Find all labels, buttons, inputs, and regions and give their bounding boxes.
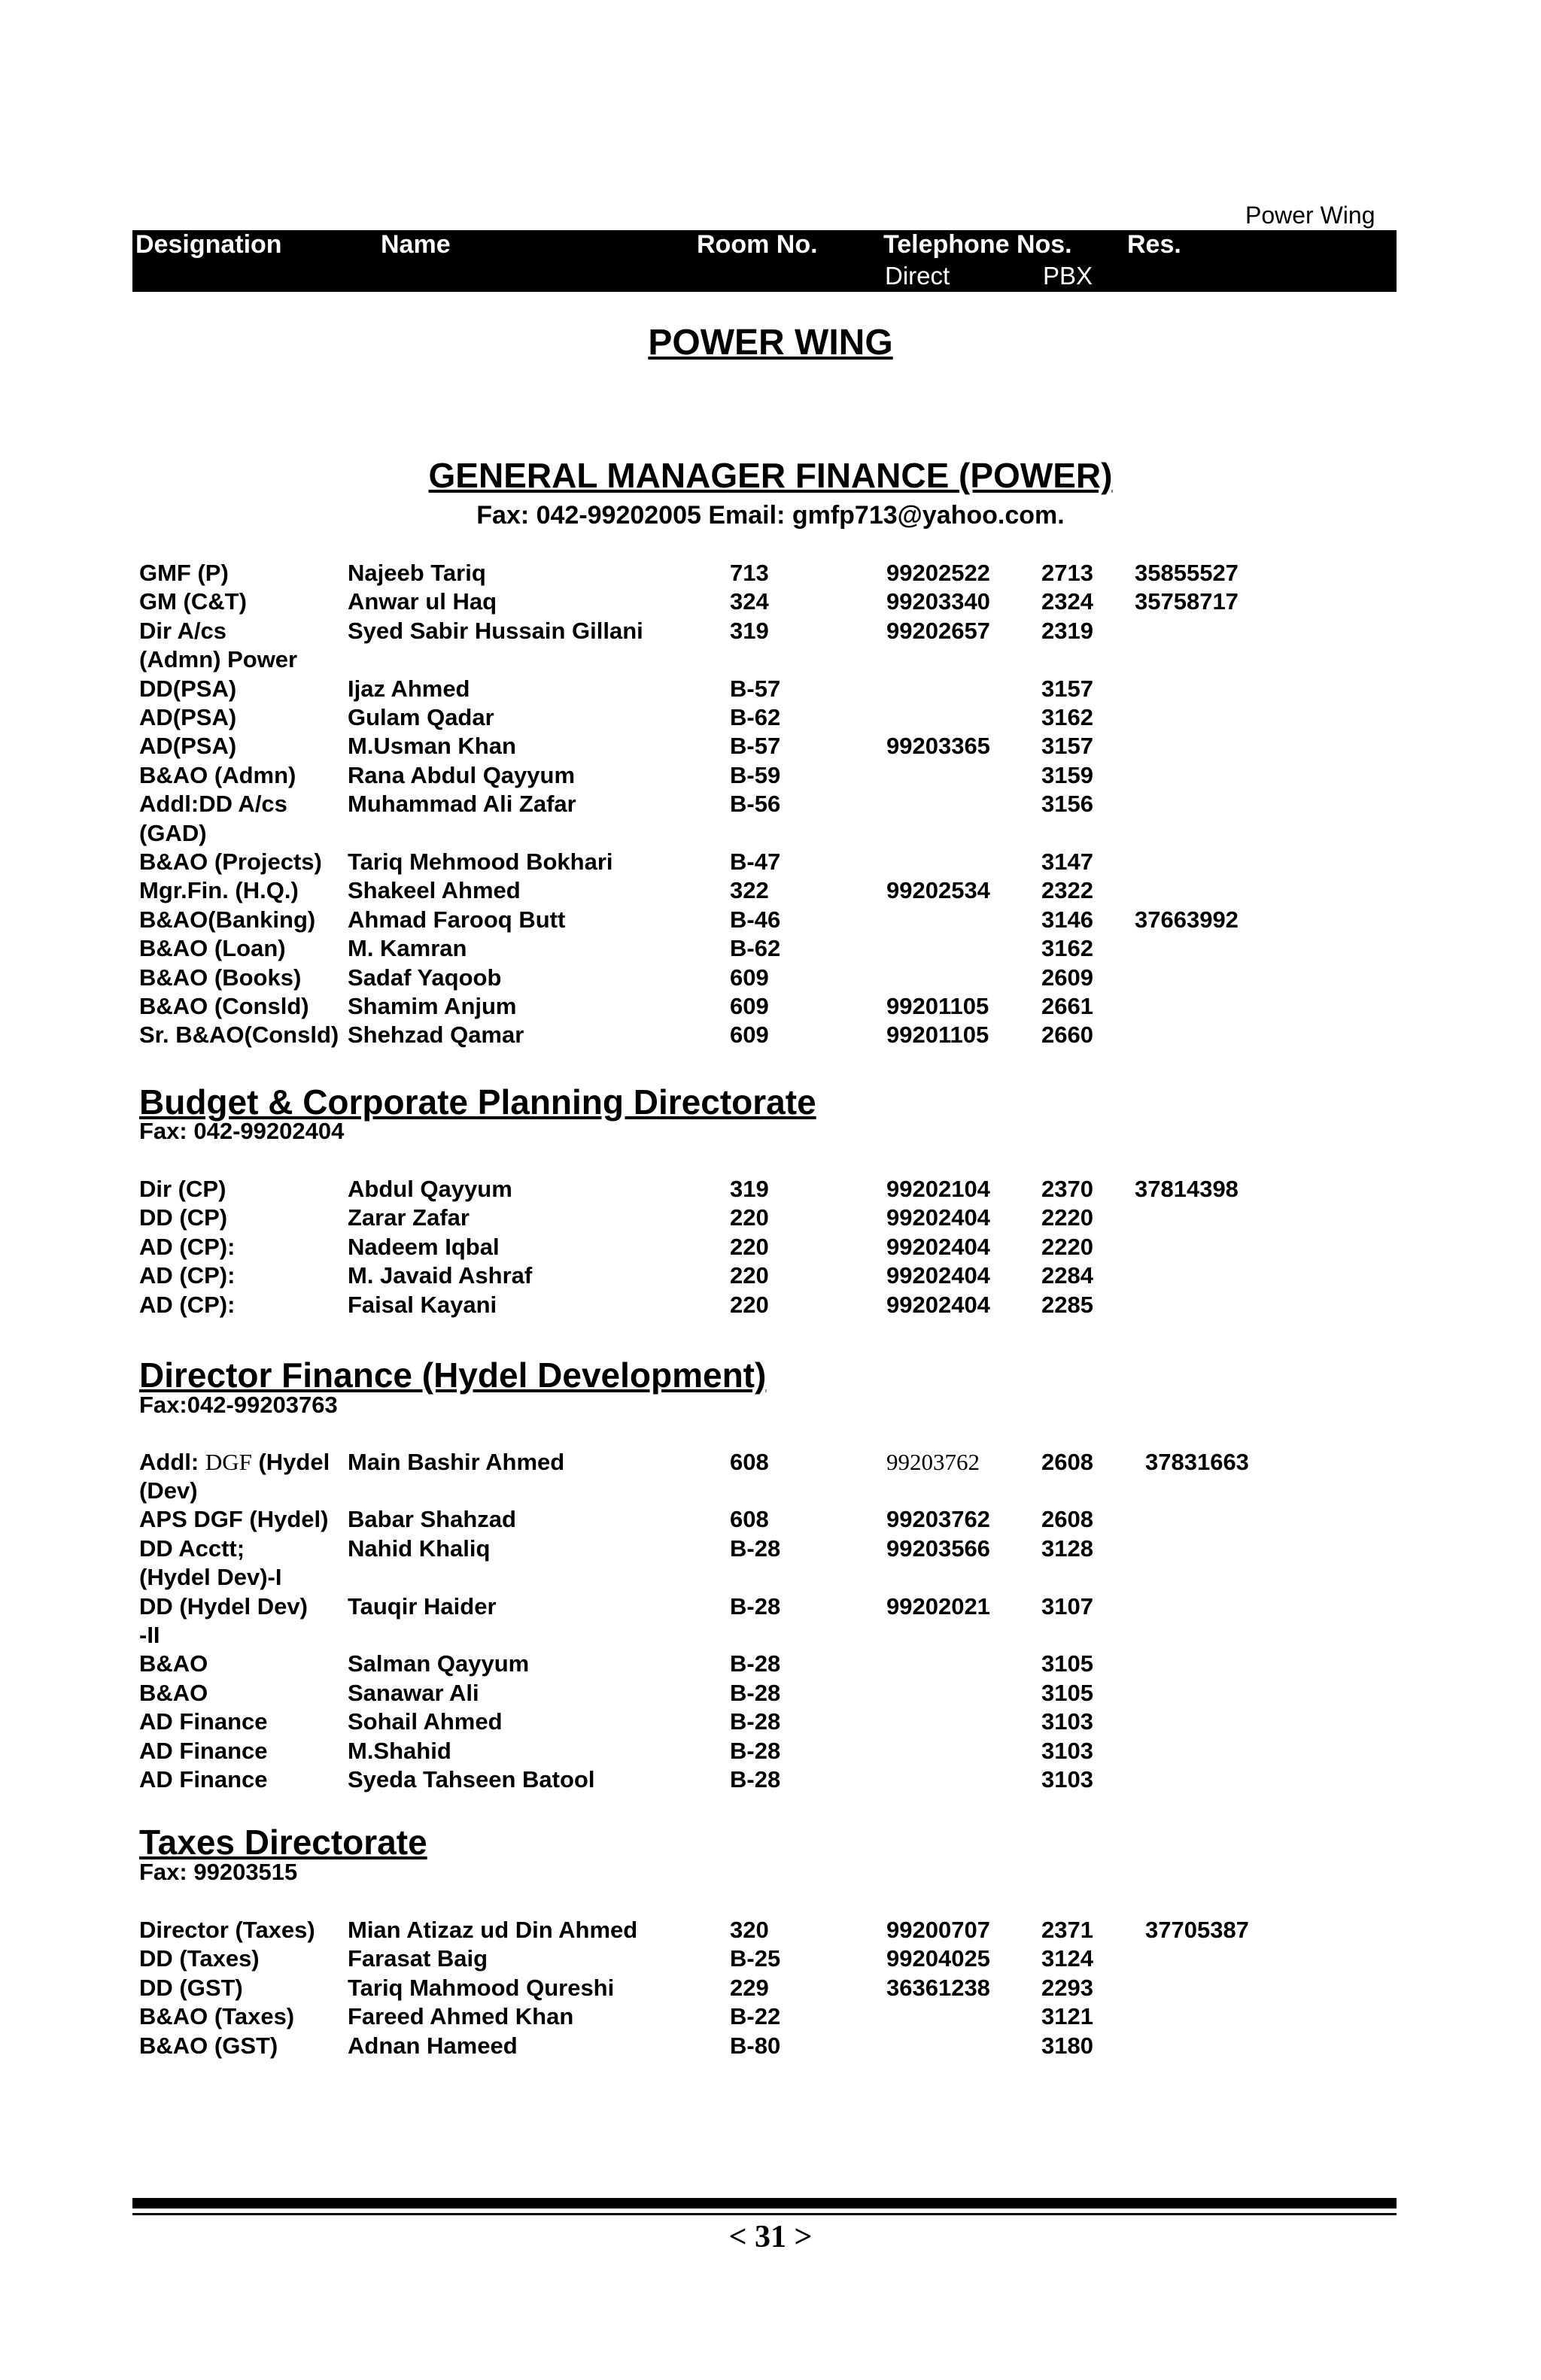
row-room: 220	[730, 1262, 769, 1289]
header-room: Room No.	[697, 230, 818, 259]
row-designation: Sr. B&AO(Consld)	[139, 1022, 339, 1049]
table-row	[0, 1505, 1541, 1534]
row-pbx: 2370	[1041, 1176, 1093, 1202]
row-direct: 99202534	[886, 877, 990, 904]
row-pbx: 3157	[1041, 733, 1093, 760]
table-row	[0, 1448, 1541, 1477]
row-designation: Mgr.Fin. (H.Q.)	[139, 877, 299, 904]
row-pbx: 3162	[1041, 704, 1093, 730]
row-pbx: 2660	[1041, 1022, 1093, 1049]
table-row	[0, 1708, 1541, 1736]
row-designation: (Dev)	[139, 1477, 198, 1504]
row-pbx: 3147	[1041, 848, 1093, 875]
row-designation: AD (CP):	[139, 1233, 236, 1260]
table-row	[0, 1974, 1541, 2002]
row-res: 37705387	[1145, 1917, 1249, 1943]
table-row	[0, 2032, 1541, 2060]
table-row	[0, 617, 1541, 645]
budget-section-title: Budget & Corporate Planning Directorate	[139, 1082, 816, 1122]
row-room: 220	[730, 1291, 769, 1318]
header-telephone: Telephone Nos.	[883, 230, 1072, 259]
hydel-section-fax: Fax:042-99203763	[139, 1392, 338, 1418]
row-name: Gulam Qadar	[348, 704, 494, 730]
row-room: B-28	[730, 1679, 781, 1706]
table-row	[0, 1679, 1541, 1708]
row-room: B-47	[730, 848, 781, 875]
row-room: 229	[730, 1974, 769, 2001]
row-room: B-28	[730, 1708, 781, 1735]
row-pbx: 3146	[1041, 906, 1093, 933]
row-name: Rana Abdul Qayyum	[348, 761, 576, 788]
row-name: Anwar ul Haq	[348, 588, 497, 615]
row-name: Salman Qayyum	[348, 1650, 530, 1677]
row-direct: 99204025	[886, 1945, 990, 1972]
row-name: Main Bashir Ahmed	[348, 1449, 565, 1475]
row-pbx: 3124	[1041, 1945, 1093, 1972]
table-row	[0, 1175, 1541, 1204]
row-room: B-62	[730, 704, 781, 730]
row-designation: B&AO (Consld)	[139, 993, 309, 1019]
row-designation: B&AO (Projects)	[139, 848, 322, 875]
row-res: 35758717	[1135, 588, 1239, 615]
row-name: M.Shahid	[348, 1737, 451, 1764]
row-room: 319	[730, 1176, 769, 1202]
row-room: B-28	[730, 1737, 781, 1764]
table-row	[0, 934, 1541, 963]
taxes-section-fax: Fax: 99203515	[139, 1859, 298, 1885]
row-designation: DD(PSA)	[139, 675, 237, 702]
row-name: Nadeem Iqbal	[348, 1233, 500, 1260]
table-row	[0, 1204, 1541, 1232]
header-pbx: PBX	[1043, 262, 1093, 290]
row-designation: B&AO (Taxes)	[139, 2003, 295, 2030]
row-name: Syeda Tahseen Batool	[348, 1766, 595, 1793]
row-room: B-46	[730, 906, 781, 933]
row-room: B-28	[730, 1535, 781, 1562]
table-row	[0, 992, 1541, 1021]
row-room: B-80	[730, 2032, 781, 2059]
table-row	[0, 1621, 1541, 1650]
table-row	[0, 1261, 1541, 1290]
row-name: Adnan Hameed	[348, 2032, 518, 2059]
table-row	[0, 1592, 1541, 1621]
row-pbx: 2661	[1041, 993, 1093, 1019]
row-pbx: 2220	[1041, 1233, 1093, 1260]
row-direct: 99203762	[886, 1506, 990, 1533]
budget-section-fax: Fax: 042-99202404	[139, 1118, 345, 1144]
row-room: 713	[730, 560, 769, 586]
row-room: B-25	[730, 1945, 781, 1972]
row-designation: GMF (P)	[139, 560, 229, 586]
row-room: B-22	[730, 2003, 781, 2030]
running-header: Power Wing	[1245, 202, 1375, 229]
row-name: Muhammad Ali Zafar	[348, 791, 576, 818]
row-designation: Dir A/cs	[139, 617, 227, 644]
table-row	[0, 1737, 1541, 1765]
table-row	[0, 2002, 1541, 2031]
row-name: Tauqir Haider	[348, 1592, 497, 1620]
footer-rule-thick	[132, 2198, 1397, 2208]
row-pbx: 2285	[1041, 1291, 1093, 1318]
row-designation: APS DGF (Hydel)	[139, 1506, 329, 1533]
row-room: 322	[730, 877, 769, 904]
table-row	[0, 848, 1541, 876]
row-direct: 99202404	[886, 1262, 990, 1289]
row-name: M. Kamran	[348, 935, 467, 962]
table-row	[0, 1233, 1541, 1261]
row-room: 609	[730, 1022, 769, 1049]
row-room: 320	[730, 1917, 769, 1943]
row-name: Nahid Khaliq	[348, 1535, 491, 1562]
row-name: Sadaf Yaqoob	[348, 964, 502, 991]
row-direct: 99202404	[886, 1204, 990, 1231]
header-direct: Direct	[885, 262, 950, 290]
row-pbx: 3157	[1041, 675, 1093, 702]
row-direct: 99202021	[886, 1592, 990, 1620]
row-direct: 99203340	[886, 588, 990, 615]
row-res: 35855527	[1135, 560, 1239, 586]
row-pbx: 3105	[1041, 1679, 1093, 1706]
row-name: Tariq Mehmood Bokhari	[348, 848, 613, 875]
row-designation: AD (CP):	[139, 1291, 236, 1318]
table-row	[0, 790, 1541, 818]
gm-section-fax: Fax: 042-99202005 Email: gmfp713@yahoo.com.	[476, 501, 1065, 530]
header-res: Res.	[1127, 230, 1181, 259]
table-row	[0, 1563, 1541, 1592]
row-pbx: 3103	[1041, 1766, 1093, 1793]
row-name: Mian Atizaz ud Din Ahmed	[348, 1917, 638, 1943]
row-name: Shamim Anjum	[348, 993, 517, 1019]
row-direct: 99201105	[886, 1022, 989, 1049]
row-designation: (Admn) Power	[139, 646, 298, 673]
row-res: 37814398	[1135, 1176, 1239, 1202]
row-name: Faisal Kayani	[348, 1291, 497, 1318]
page-title: POWER WING	[648, 323, 893, 363]
row-designation: (Hydel Dev)-I	[139, 1564, 282, 1591]
row-direct: 99203365	[886, 733, 990, 760]
table-row	[0, 1944, 1541, 1973]
row-pbx: 3107	[1041, 1592, 1093, 1620]
column-header-bar	[132, 230, 1397, 292]
table-row	[0, 964, 1541, 992]
table-row	[0, 732, 1541, 760]
row-room: 609	[730, 964, 769, 991]
row-name: Shehzad Qamar	[348, 1022, 524, 1049]
row-pbx: 3103	[1041, 1708, 1093, 1735]
row-name: Najeeb Tariq	[348, 560, 486, 586]
row-pbx: 2608	[1041, 1449, 1093, 1475]
row-name: Zarar Zafar	[348, 1204, 470, 1231]
table-row	[0, 906, 1541, 934]
row-res: 37663992	[1135, 906, 1239, 933]
row-designation: Addl: DGF (Hydel	[139, 1449, 330, 1475]
row-name: Ijaz Ahmed	[348, 675, 470, 702]
table-row	[0, 761, 1541, 790]
row-name: Fareed Ahmed Khan	[348, 2003, 574, 2030]
row-designation: AD(PSA)	[139, 733, 237, 760]
row-room: B-56	[730, 791, 781, 818]
footer-rule-thin	[132, 2213, 1397, 2215]
row-designation: DD (Taxes)	[139, 1945, 260, 1972]
row-designation: B&AO (Loan)	[139, 935, 286, 962]
row-name: Shakeel Ahmed	[348, 877, 521, 904]
row-designation: DD (GST)	[139, 1974, 243, 2001]
header-designation: Designation	[135, 230, 282, 259]
row-designation: AD(PSA)	[139, 704, 237, 730]
row-direct: 99202657	[886, 617, 990, 644]
row-designation: GM (C&T)	[139, 588, 247, 615]
row-pbx: 3103	[1041, 1737, 1093, 1764]
table-row	[0, 587, 1541, 616]
row-designation: B&AO	[139, 1679, 208, 1706]
row-designation: AD Finance	[139, 1708, 268, 1735]
row-designation: -II	[139, 1622, 160, 1648]
row-room: 324	[730, 588, 769, 615]
row-room: B-28	[730, 1592, 781, 1620]
row-pbx: 2324	[1041, 588, 1093, 615]
row-direct: 99203762	[886, 1449, 980, 1475]
row-room: 220	[730, 1233, 769, 1260]
table-row	[0, 819, 1541, 848]
table-row	[0, 1650, 1541, 1678]
row-room: 608	[730, 1449, 769, 1475]
row-pbx: 2293	[1041, 1974, 1093, 2001]
row-name: Sohail Ahmed	[348, 1708, 503, 1735]
row-name: Ahmad Farooq Butt	[348, 906, 566, 933]
row-name: M.Usman Khan	[348, 733, 516, 760]
row-room: B-28	[730, 1650, 781, 1677]
row-direct: 99202104	[886, 1176, 990, 1202]
row-pbx: 3162	[1041, 935, 1093, 962]
row-direct: 99203566	[886, 1535, 990, 1562]
table-row	[0, 1291, 1541, 1319]
table-row	[0, 1477, 1541, 1505]
row-direct: 36361238	[886, 1974, 990, 2001]
row-room: B-28	[730, 1766, 781, 1793]
row-room: 608	[730, 1506, 769, 1533]
row-designation: DD (Hydel Dev)	[139, 1592, 308, 1620]
row-direct: 99202404	[886, 1291, 990, 1318]
taxes-section-title: Taxes Directorate	[139, 1823, 427, 1862]
row-pbx: 2608	[1041, 1506, 1093, 1533]
table-row	[0, 559, 1541, 587]
table-row	[0, 876, 1541, 905]
row-designation: Director (Taxes)	[139, 1917, 315, 1943]
row-name: Babar Shahzad	[348, 1506, 516, 1533]
page-number: < 31 >	[728, 2220, 813, 2254]
row-res: 37831663	[1145, 1449, 1249, 1475]
row-designation: B&AO (Books)	[139, 964, 302, 991]
row-pbx: 2319	[1041, 617, 1093, 644]
table-row	[0, 1765, 1541, 1794]
row-pbx: 3159	[1041, 761, 1093, 788]
row-room: B-59	[730, 761, 781, 788]
row-pbx: 2322	[1041, 877, 1093, 904]
row-designation: B&AO	[139, 1650, 208, 1677]
row-name: Sanawar Ali	[348, 1679, 479, 1706]
row-name: Abdul Qayyum	[348, 1176, 512, 1202]
row-designation: Addl:DD A/cs	[139, 791, 287, 818]
row-designation: (GAD)	[139, 819, 207, 846]
row-designation: DD Acctt;	[139, 1535, 245, 1562]
row-pbx: 2713	[1041, 560, 1093, 586]
header-name: Name	[381, 230, 451, 259]
table-row	[0, 1916, 1541, 1944]
table-row	[0, 1535, 1541, 1563]
row-designation: B&AO (GST)	[139, 2032, 278, 2059]
row-pbx: 2220	[1041, 1204, 1093, 1231]
row-room: B-62	[730, 935, 781, 962]
row-room: 220	[730, 1204, 769, 1231]
row-pbx: 3105	[1041, 1650, 1093, 1677]
row-pbx: 2609	[1041, 964, 1093, 991]
row-designation: AD (CP):	[139, 1262, 236, 1289]
row-pbx: 3180	[1041, 2032, 1093, 2059]
table-row	[0, 675, 1541, 703]
row-room: 609	[730, 993, 769, 1019]
row-room: B-57	[730, 675, 781, 702]
row-direct: 99200707	[886, 1917, 990, 1943]
row-designation: Dir (CP)	[139, 1176, 226, 1202]
hydel-section-title: Director Finance (Hydel Development)	[139, 1355, 767, 1395]
row-pbx: 3128	[1041, 1535, 1093, 1562]
row-pbx: 3156	[1041, 791, 1093, 818]
row-designation: AD Finance	[139, 1737, 268, 1764]
row-direct: 99202522	[886, 560, 990, 586]
row-direct: 99202404	[886, 1233, 990, 1260]
table-row	[0, 645, 1541, 674]
row-name: Tariq Mahmood Qureshi	[348, 1974, 615, 2001]
row-designation: DD (CP)	[139, 1204, 228, 1231]
row-direct: 99201105	[886, 993, 989, 1019]
row-designation: B&AO(Banking)	[139, 906, 316, 933]
row-name: M. Javaid Ashraf	[348, 1262, 533, 1289]
table-row	[0, 703, 1541, 732]
row-room: B-57	[730, 733, 781, 760]
row-pbx: 2371	[1041, 1917, 1093, 1943]
gm-section-title: GENERAL MANAGER FINANCE (POWER)	[428, 456, 1113, 495]
row-name: Farasat Baig	[348, 1945, 488, 1972]
row-designation: B&AO (Admn)	[139, 761, 296, 788]
table-row	[0, 1021, 1541, 1049]
row-designation: AD Finance	[139, 1766, 268, 1793]
row-room: 319	[730, 617, 769, 644]
row-name: Syed Sabir Hussain Gillani	[348, 617, 643, 644]
row-pbx: 3121	[1041, 2003, 1093, 2030]
row-pbx: 2284	[1041, 1262, 1093, 1289]
